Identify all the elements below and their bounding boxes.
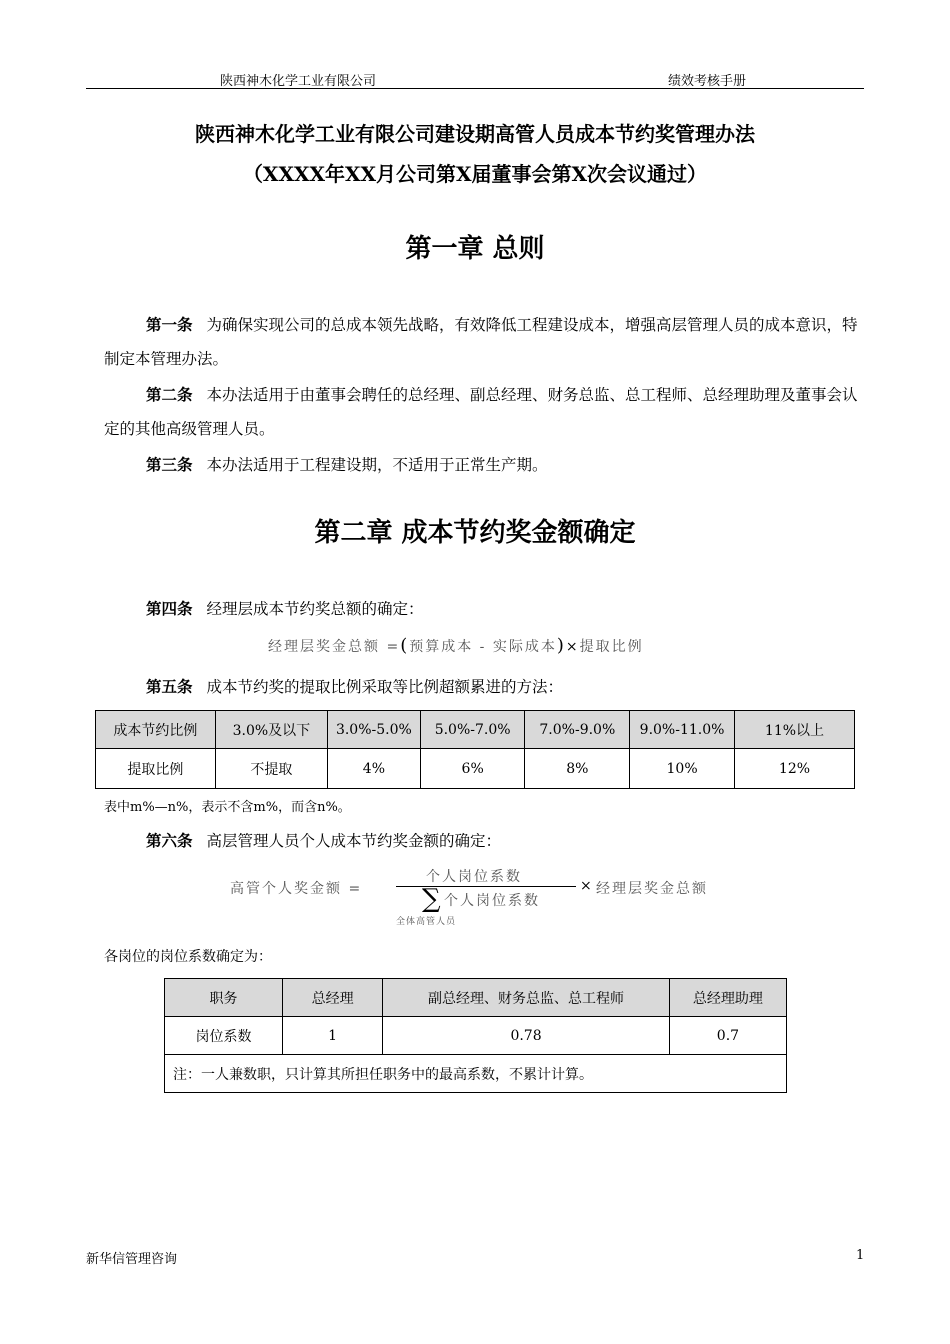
- formula1-times: ×: [565, 639, 580, 655]
- coef-header-cell: 职务: [165, 979, 283, 1017]
- article-6: [104, 824, 864, 858]
- formula2-rhs: 经理层奖金总额: [596, 881, 708, 897]
- chapter-2-heading: 第二章 成本节约奖金额确定: [314, 518, 636, 548]
- coef-table-header-row: [165, 979, 787, 1017]
- article-6-label: 第六条: [146, 831, 193, 850]
- article-4: [104, 592, 864, 626]
- table-note: 表中m%—n%，表示不含m%，而含n%。: [104, 800, 351, 815]
- article-1-text: 为确保实现公司的总成本领先战略，有效降低工程建设成本，增强高层管理人员的成本意识，特制定本管理办法。: [104, 316, 858, 368]
- ratio-table-header-row: [96, 711, 855, 749]
- ratio-cell: 6%: [420, 749, 525, 789]
- ratio-header-cell: 成本节约比例: [96, 711, 216, 749]
- formula2-times: ×: [580, 878, 594, 894]
- formula2-subscript: 全体高管人员: [396, 917, 457, 927]
- ratio-header-cell: 7.0%-9.0%: [525, 711, 630, 749]
- header-manual: 绩效考核手册: [668, 74, 747, 89]
- ratio-cell: 12%: [734, 749, 854, 789]
- formula2-lhs: 高管个人奖金额 =: [230, 881, 363, 897]
- ratio-header-cell: 9.0%-11.0%: [630, 711, 735, 749]
- header-company: 陕西神木化学工业有限公司: [220, 74, 377, 89]
- coef-header-cell: 总经理: [283, 979, 383, 1017]
- ratio-header-cell: 5.0%-7.0%: [420, 711, 525, 749]
- article-1-label: 第一条: [146, 315, 193, 334]
- ratio-header-cell: 3.0%-5.0%: [327, 711, 420, 749]
- header-divider: [86, 88, 864, 89]
- document-subtitle: （XXXX年XX月公司第X届董事会第X次会议通过）: [242, 162, 708, 186]
- article-5-label: 第五条: [146, 677, 193, 696]
- coef-note: 注：一人兼数职，只计算其所担任职务中的最高系数，不累计计算。: [165, 1055, 787, 1093]
- article-2-text: 本办法适用于由董事会聘任的总经理、副总经理、财务总监、总工程师、总经理助理及董事会认定的其他高级管理人员。: [104, 386, 858, 438]
- page-number: 1: [856, 1248, 865, 1263]
- formula-individual-bonus: [230, 866, 750, 930]
- ratio-cell: 8%: [525, 749, 630, 789]
- article-4-label: 第四条: [146, 599, 193, 618]
- ratio-cell: 不提取: [215, 749, 327, 789]
- coef-header-cell: 副总经理、财务总监、总工程师: [383, 979, 670, 1017]
- formula1-rhs: 提取比例: [579, 639, 644, 655]
- article-3: [104, 448, 864, 482]
- coef-cell: 0.7: [669, 1017, 786, 1055]
- document-title: 陕西神木化学工业有限公司建设期高管人员成本节约奖管理办法: [195, 122, 755, 146]
- ratio-table: [95, 710, 855, 789]
- article-6-text: 高层管理人员个人成本节约奖金额的确定：: [206, 832, 502, 850]
- formula1-paren-close: ): [556, 635, 566, 656]
- footer-company: 新华信管理咨询: [86, 1252, 178, 1267]
- article-2-label: 第二条: [146, 385, 193, 404]
- formula1-inner: 预算成本 - 实际成本: [409, 639, 557, 655]
- ratio-cell: 4%: [327, 749, 420, 789]
- ratio-cell: 提取比例: [96, 749, 216, 789]
- coef-note-row: [165, 1055, 787, 1093]
- coef-cell: 0.78: [383, 1017, 670, 1055]
- coef-table-row: [165, 1017, 787, 1055]
- article-4-text: 经理层成本节约奖总额的确定：: [206, 600, 424, 618]
- article-3-text: 本办法适用于工程建设期，不适用于正常生产期。: [206, 456, 548, 474]
- coefficient-intro: 各岗位的岗位系数确定为：: [104, 949, 272, 965]
- coefficient-table: [164, 978, 787, 1093]
- coef-cell: 1: [283, 1017, 383, 1055]
- coef-header-cell: 总经理助理: [669, 979, 786, 1017]
- formula-manager-bonus: [268, 635, 644, 656]
- article-2: [104, 378, 864, 446]
- ratio-header-cell: 3.0%及以下: [215, 711, 327, 749]
- article-3-label: 第三条: [146, 455, 193, 474]
- ratio-table-row: [96, 749, 855, 789]
- formula2-denominator: 个人岗位系数: [444, 893, 540, 909]
- coef-cell: 岗位系数: [165, 1017, 283, 1055]
- article-5: [104, 670, 864, 704]
- article-5-text: 成本节约奖的提取比例采取等比例超额累进的方法：: [206, 678, 564, 696]
- formula2-numerator: 个人岗位系数: [426, 869, 522, 885]
- formula1-lhs: 经理层奖金总额 =: [268, 639, 401, 655]
- formula2-sigma: ∑: [422, 884, 441, 914]
- formula1-paren-open: (: [400, 635, 410, 656]
- chapter-1-heading: 第一章 总则: [405, 234, 545, 264]
- ratio-cell: 10%: [630, 749, 735, 789]
- ratio-header-cell: 11%以上: [734, 711, 854, 749]
- article-1: [104, 308, 864, 376]
